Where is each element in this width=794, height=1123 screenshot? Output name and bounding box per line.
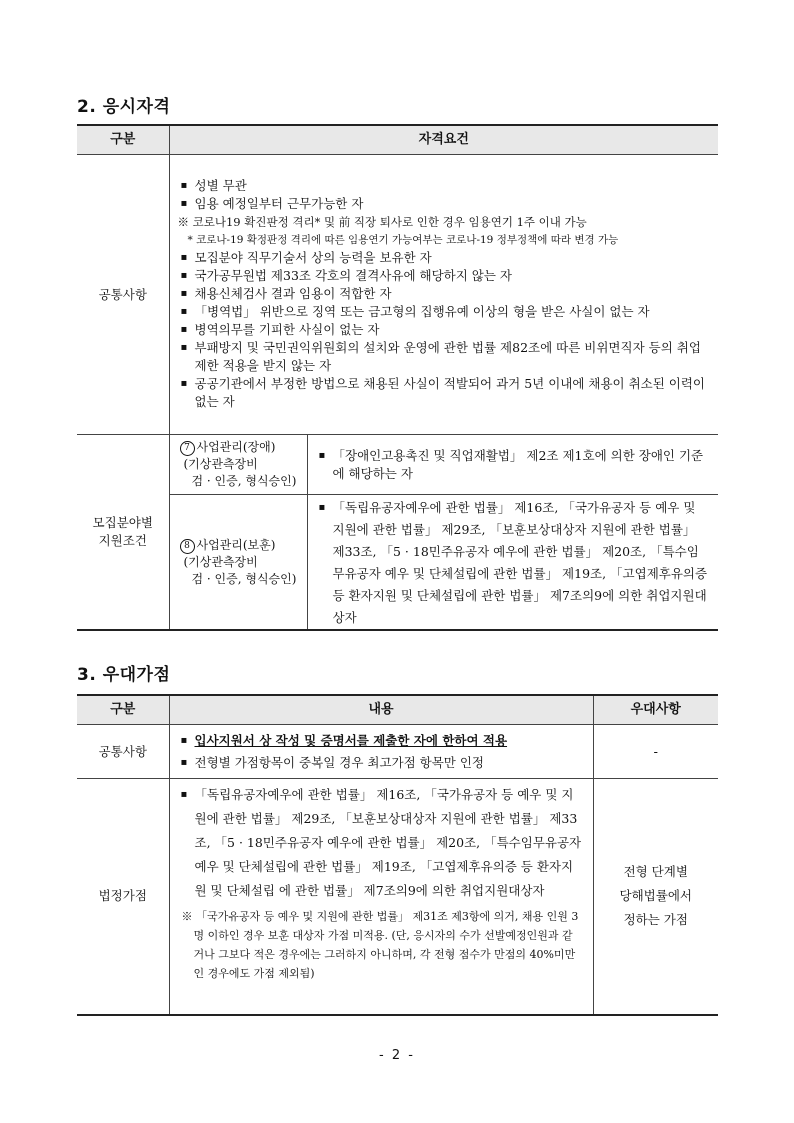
header-benefit: 우대사항 xyxy=(593,695,718,725)
header-requirements: 자격요건 xyxy=(169,125,718,155)
common-label: 공통사항 xyxy=(77,155,169,435)
common-content xyxy=(169,725,593,779)
list-item: ▪ 임용 예정일부터 근무가능한 자 xyxy=(178,195,711,213)
field-sub2: 검 · 인증, 형식승인) xyxy=(191,474,297,488)
field-label-line1: 모집분야별 xyxy=(92,515,153,530)
legal-benefit xyxy=(593,779,718,1015)
header-content: 내용 xyxy=(169,695,593,725)
legal-label: 법정가점 xyxy=(77,779,169,1015)
field-label xyxy=(77,435,169,631)
benefit-line: 전형 단계별 xyxy=(623,864,688,880)
list-item: ▪ 모집분야 직무기술서 상의 능력을 보유한 자 xyxy=(178,249,711,267)
circled-number: 7 xyxy=(180,441,195,456)
benefit-line: 당해법률에서 xyxy=(619,888,692,904)
qualification-table xyxy=(77,124,718,631)
circled-number: 8 xyxy=(180,539,195,554)
benefit-line: 정하는 가점 xyxy=(623,912,688,928)
common-label: 공통사항 xyxy=(77,725,169,779)
field-sub1: (기상관측장비 xyxy=(183,457,258,471)
section2-title: 2. 응시자격 xyxy=(77,97,171,117)
header-category: 구분 xyxy=(77,695,169,725)
field-condition-veteran xyxy=(307,495,718,631)
field-name: 사업관리(장애) xyxy=(196,440,276,454)
list-item: ▪ 공공기관에서 부정한 방법으로 채용된 사실이 적발되어 과거 5년 이내에 채용이 취소된 이력이 없는 자 xyxy=(178,375,711,411)
field-condition-disabled xyxy=(307,435,718,495)
list-item: ▪ 병역의무를 기피한 사실이 없는 자 xyxy=(178,321,711,339)
list-item: ▪ 「장애인고용촉진 및 직업재활법」 제2조 제1호에 의한 장애인 기준에 해당하는 자 xyxy=(316,447,711,483)
header-category: 구분 xyxy=(77,125,169,155)
field-label-line2: 지원조건 xyxy=(98,533,147,548)
list-item: ▪ 전형별 가점항목이 중복일 경우 최고가점 항목만 인정 xyxy=(178,752,585,774)
list-item: ▪ 채용신체검사 결과 임용이 적합한 자 xyxy=(178,285,711,303)
common-benefit: - xyxy=(593,725,718,779)
covid-subnote: * 코로나-19 확정판정 격리에 따른 임용연기 가능여부는 코로나-19 정부정책에 따라 변경 가능 xyxy=(187,234,619,246)
list-item: ▪ 「독립유공자예우에 관한 법률」 제16조, 「국가유공자 등 예우 및 지원에 관한 법률」 제29조, 「보훈보상대상자 지원에 관한 법률」 제33조, 「5 · 18민주유공자 예우에 관한 법률」 제20조, 「특수임무유공자 예우 및 단체설립에 관한 법률」 제19조, 「고엽제후유의증 등 환자지원 및 단체설립 에 관한 법률」 제7조의9에 의한 취업지원대상자 xyxy=(178,783,585,903)
list-item: ▪ 「독립유공자예우에 관한 법률」 제16조, 「국가유공자 등 예우 및 지원에 관한 법률」 제29조, 「보훈보상대상자 지원에 관한 법률」 제33조, 「5 · 18민주유공자 예우에 관한 법률」 제20조, 「특수임무유공자 예우 및 단체설립에 관한 법률」 제19조, 「고엽제후유의증 등 환자지원 및 단체설립에 관한 법률」 제7조의9에 의한 취업지원대상자 xyxy=(316,497,711,629)
bonus-table xyxy=(77,694,718,1016)
field-row-disabled xyxy=(169,435,307,495)
covid-note: ※ 코로나19 확진판정 격리* 및 前 직장 퇴사로 인한 경우 임용연기 1주 이내 가능 xyxy=(177,215,587,229)
list-item: ▪ 국가공무원법 제33조 각호의 결격사유에 해당하지 않는 자 xyxy=(178,267,711,285)
list-item: ▪ 성별 무관 xyxy=(178,177,711,195)
field-sub2: 검 · 인증, 형식승인) xyxy=(191,571,297,586)
field-row-veteran xyxy=(169,495,307,631)
list-item: ▪ 부패방지 및 국민권익위원회의 설치와 운영에 관한 법률 제82조에 따른 비위면직자 등의 취업제한 적용을 받지 않는 자 xyxy=(178,339,711,375)
common-requirements xyxy=(169,155,718,435)
list-item: ▪ 「병역법」 위반으로 징역 또는 금고형의 집행유예 이상의 형을 받은 사실이 없는 자 xyxy=(178,303,711,321)
legal-content xyxy=(169,779,593,1015)
section3-title: 3. 우대가점 xyxy=(77,665,171,685)
list-item: ▪ 입사지원서 상 작성 및 증명서를 제출한 자에 한하여 적용 xyxy=(178,730,585,752)
legal-note: ※ 「국가유공자 등 예우 및 지원에 관한 법률」 제31조 제3항에 의거, 채용 인원 3명 이하인 경우 보훈 대상자 가점 미적용. (단, 응시자의 수가 선발예정인원과 같거나 그보다 적은 경우에는 그러하지 아니하며, 각 전형 점수가 만점의 40%미만인 경우에도 가점 제외됨) xyxy=(181,910,579,980)
field-sub1: (기상관측장비 xyxy=(183,554,258,569)
page-number: - 2 - xyxy=(379,1048,415,1063)
field-name: 사업관리(보훈) xyxy=(196,537,276,552)
